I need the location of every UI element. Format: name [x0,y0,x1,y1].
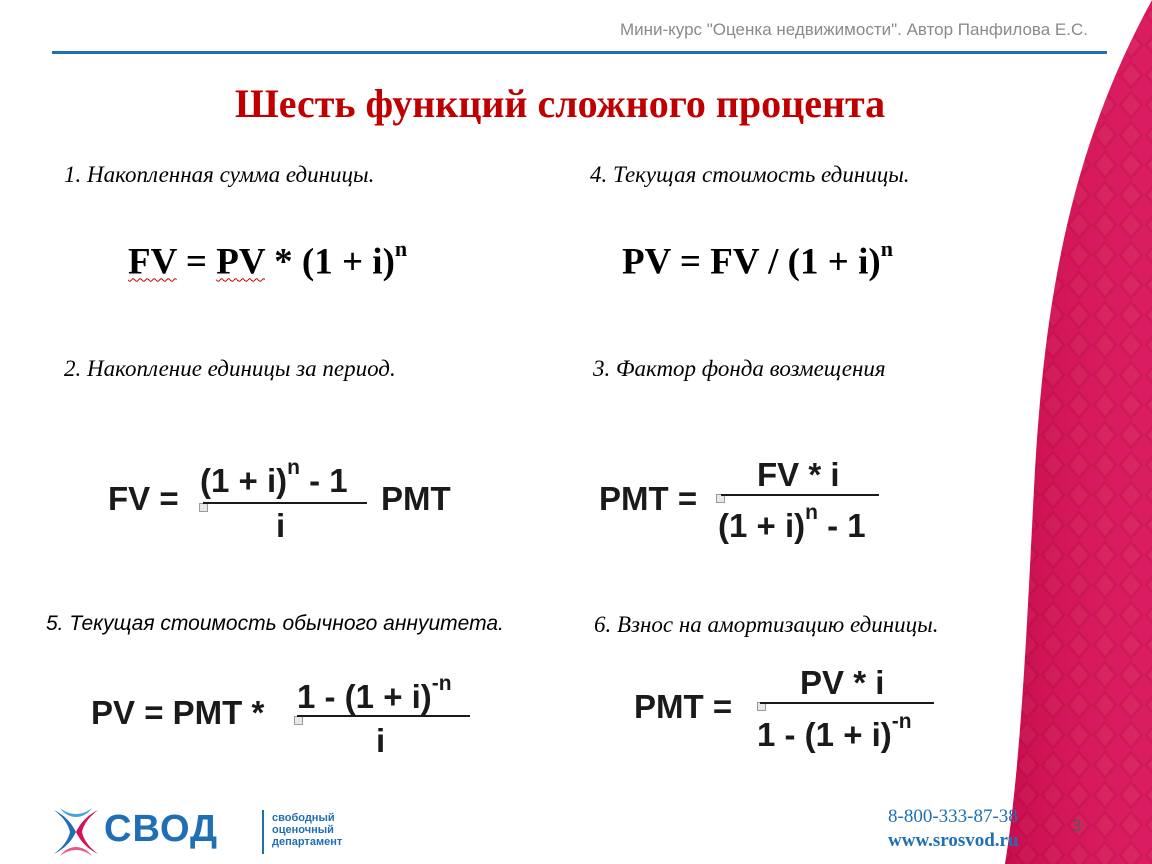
slide: Мини-курс "Оценка недвижимости". Автор Панфилова Е.С. Шесть функций сложного процента 1. Накопленная сумма единицы. FV = PV * $(1 + i)^n$ 4. Текущая стоимость единицы. PV = FV / $(1 + i)^n$ 2. Накопление единицы за период. FV = $(1 + i)^n - 1$ i PMT 3. Фактор фонда возмещения PMT = FV * i $(1 + i)^n - 1$ 5. Текущая стоимость обычного аннуитета. PV = PMT * $1 - (1 + i)^{-n}$ i 6. Взнос на амортизацию единицы. PMT = PV * i $1 - (1 + i)^{-n}$ СВОД свободный оценочный департамент 8-800-333-87-38 www.srosvod.ru 3 [0,0,1152,864]
course-header: Мини-курс "Оценка недвижимости". Автор Панфилова Е.С. [619,20,1088,39]
fraction-bar [297,715,470,717]
function-4-label: 4. Текущая стоимость единицы. [590,162,910,187]
logo-separator [262,810,264,854]
equation-anchor-icon [199,503,208,512]
function-6-label: 6. Взнос на амортизацию единицы. [594,612,939,637]
function-1-formula: FV = PV * $(1 + i)^n$ [128,236,408,283]
contact-phone: 8-800-333-87-38 [888,806,1018,827]
contact-website[interactable]: www.srosvod.ru [888,830,1019,851]
page-number: 3 [1072,816,1082,835]
svod-logo-icon [52,806,100,858]
function-5-label: 5. Текущая стоимость обычного аннуитета. [46,612,504,635]
function-2-label: 2. Накопление единицы за период. [64,356,396,381]
fraction-bar [203,502,367,504]
logo-tagline: свободный оценочный департамент [272,812,343,848]
function-1-label: 1. Накопленная сумма единицы. [64,162,375,187]
fraction-bar [760,702,934,704]
function-3-label: 3. Фактор фонда возмещения [593,356,886,381]
fraction-bar [721,494,879,496]
equation-anchor-icon [294,716,303,725]
slide-title: Шесть функций сложного процента [234,81,886,126]
header-divider [52,51,1107,54]
logo-wordmark: СВОД [104,808,219,850]
function-4-formula: PV = FV / $(1 + i)^n$ [622,236,893,283]
